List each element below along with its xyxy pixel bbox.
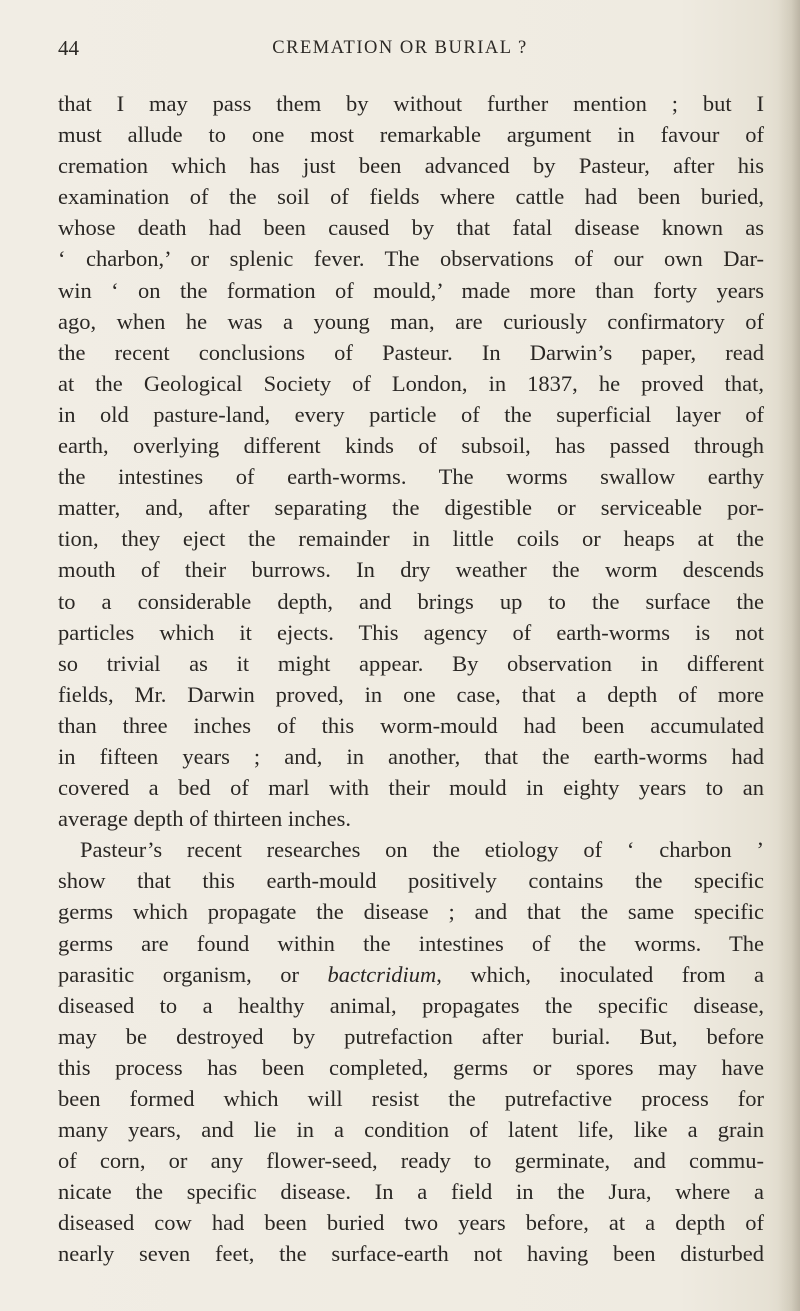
text-line: so trivial as it might appear. By observation in different <box>58 650 764 676</box>
text-line: particles which it ejects. This agency of earth-worms is not <box>58 619 764 645</box>
text-line: tion, they eject the remainder in little coils or heaps at the <box>58 526 764 552</box>
text-line: the intestines of earth-worms. The worms swallow earthy <box>58 464 764 490</box>
paragraph <box>58 834 764 1269</box>
text-line: Pasteur’s recent researches on the etiology of ‘ charbon ’ <box>80 837 764 863</box>
text-line: this process has been completed, germs or spores may have <box>58 1054 764 1080</box>
text-line: to a considerable depth, and brings up to the surface the <box>58 588 764 614</box>
text-line: examination of the soil of fields where cattle had been buried, <box>58 184 764 210</box>
page-edge-shadow <box>778 0 800 1311</box>
text-line: nearly seven feet, the surface-earth not having been disturbed <box>58 1241 764 1267</box>
text-line: matter, and, after separating the digestible or serviceable por- <box>58 495 764 521</box>
text-line: ago, when he was a young man, are curiously confirmatory of <box>58 308 764 334</box>
italic-term: bactcridium <box>327 961 437 987</box>
running-head: CREMATION OR BURIAL ? <box>272 38 528 58</box>
text-line: earth, overlying different kinds of subsoil, has passed through <box>58 433 764 459</box>
text-line: at the Geological Society of London, in 1837, he proved that, <box>58 370 764 396</box>
text-line: many years, and lie in a condition of latent life, like a grain <box>58 1117 764 1143</box>
text-line: may be destroyed by putrefaction after burial. But, before <box>58 1023 764 1049</box>
text-line: than three inches of this worm-mould had been accumulated <box>58 712 764 738</box>
text-line: average depth of thirteen inches. <box>58 806 351 832</box>
text-line: germs which propagate the disease ; and that the same specific <box>58 899 764 925</box>
text-line: been formed which will resist the putrefactive process for <box>58 1086 764 1111</box>
text-line: diseased to a healthy animal, propagates the specific disease, <box>58 992 764 1018</box>
text-line: the recent conclusions of Pasteur. In Darwin’s paper, read <box>58 339 764 365</box>
text-run: , which, inoculated from a <box>436 961 764 987</box>
text-line: cremation which has just been advanced by Pasteur, after his <box>58 153 764 179</box>
text-line: nicate the specific disease. In a field in the Jura, where a <box>58 1179 764 1205</box>
text-line: must allude to one most remarkable argument in favour of <box>58 122 764 148</box>
text-line: diseased cow had been buried two years before, at a depth of <box>58 1210 764 1236</box>
page-header <box>0 36 800 66</box>
text-line: of corn, or any flower-seed, ready to germinate, and commu- <box>58 1148 764 1174</box>
text-line <box>58 959 764 990</box>
text-line: ‘ charbon,’ or splenic fever. The observations of our own Dar- <box>58 246 764 272</box>
text-line: mouth of their burrows. In dry weather the worm descends <box>58 557 764 583</box>
text-line: that I may pass them by without further mention ; but I <box>58 91 764 116</box>
text-line: in old pasture-land, every particle of the superficial layer of <box>58 401 764 427</box>
text-line: in fifteen years ; and, in another, that the earth-worms had <box>58 743 764 769</box>
text-line: germs are found within the intestines of the worms. The <box>58 930 764 956</box>
paragraph <box>58 88 764 834</box>
text-line: whose death had been caused by that fatal disease known as <box>58 215 764 241</box>
page-number: 44 <box>58 36 79 60</box>
body-text <box>58 88 764 1270</box>
text-line: show that this earth-mould positively contains the specific <box>58 868 764 894</box>
text-line: fields, Mr. Darwin proved, in one case, that a depth of more <box>58 681 764 707</box>
text-run: parasitic organism, or <box>58 961 328 987</box>
text-line: win ‘ on the formation of mould,’ made more than forty years <box>58 277 764 303</box>
text-line: covered a bed of marl with their mould in eighty years to an <box>58 775 764 801</box>
